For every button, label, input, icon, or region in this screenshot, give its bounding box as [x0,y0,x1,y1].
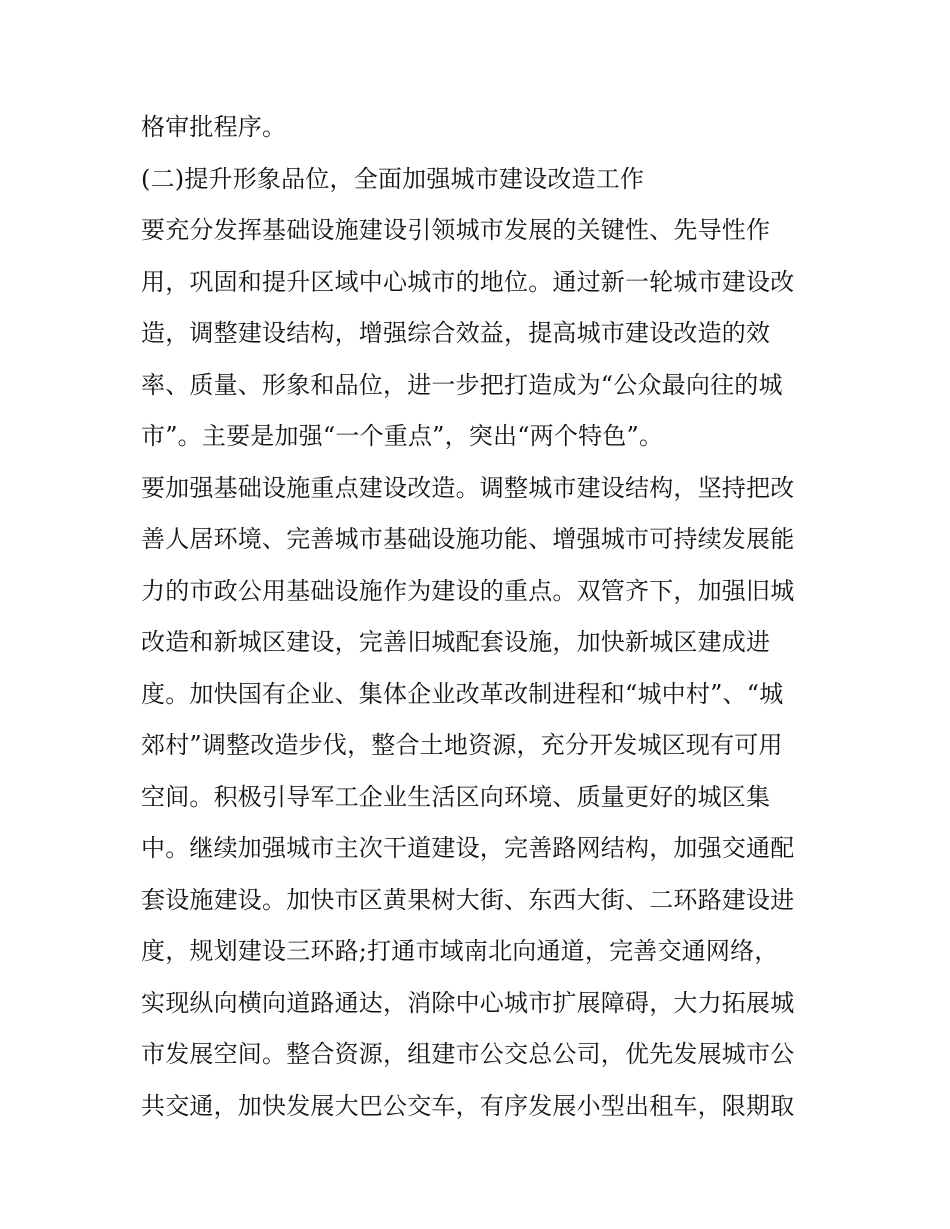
text-line: 要充分发挥基础设施建设引领城市发展的关键性、先导性作 [141,216,771,244]
section-heading: (二)提升形象品位，全面加强城市建设改造工作 [141,165,645,193]
text-line: 用，巩固和提升区域中心城市的地位。通过新一轮城市建设改 [141,268,795,296]
text-line: 共交通，加快发展大巴公交车，有序发展小型出租车，限期取 [141,1092,795,1120]
text-line: 率、质量、形象和品位，进一步把打造成为“公众最向往的城 [141,371,783,399]
text-line: 改造和新城区建设，完善旧城配套设施，加快新城区建成进 [141,628,771,656]
text-line: 市”。主要是加强“一个重点”，突出“两个特色”。 [141,422,664,450]
text-line: 郊村”调整改造步伐，整合土地资源，充分开发城区现有可用 [141,731,783,759]
text-line: 中。继续加强城市主次干道建设，完善路网结构，加强交通配 [141,834,795,862]
text-line: 空间。积极引导军工企业生活区向环境、质量更好的城区集 [141,783,771,811]
text-line: 力的市政公用基础设施作为建设的重点。双管齐下，加强旧城 [141,577,795,605]
text-line: 要加强基础设施重点建设改造。调整城市建设结构，坚持把改 [141,474,795,502]
text-line: 格审批程序。 [141,113,287,141]
text-line: 度。加快国有企业、集体企业改革改制进程和“城中村”、“城 [141,680,784,708]
text-line: 造，调整建设结构，增强综合效益，提高城市建设改造的效 [141,319,771,347]
text-line: 善人居环境、完善城市基础设施功能、增强城市可持续发展能 [141,525,795,553]
text-line: 度，规划建设三环路;打通市域南北向通道，完善交通网络， [141,937,779,965]
text-line: 市发展空间。整合资源，组建市公交总公司，优先发展城市公 [141,1040,795,1068]
text-line: 套设施建设。加快市区黄果树大街、东西大街、二环路建设进 [141,886,795,914]
text-line: 实现纵向横向道路通达，消除中心城市扩展障碍，大力拓展城 [141,989,795,1017]
